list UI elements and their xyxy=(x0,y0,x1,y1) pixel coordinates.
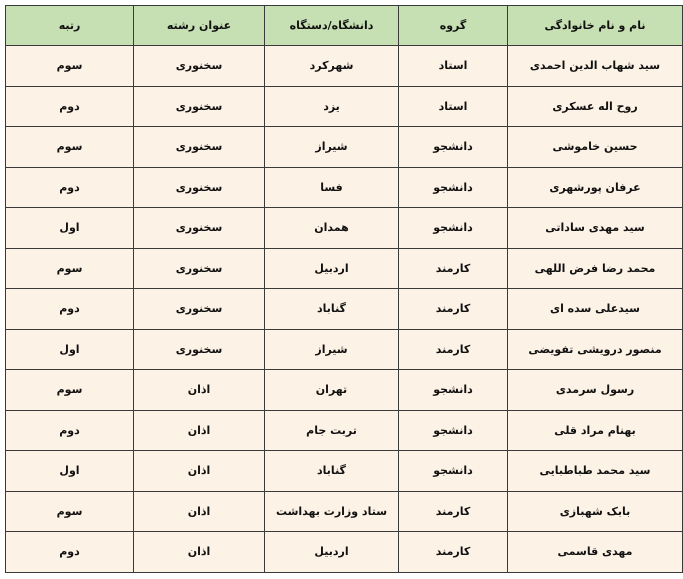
cell-field: سخنوری xyxy=(134,208,265,249)
table-row xyxy=(6,491,683,532)
table-body xyxy=(6,46,683,573)
cell-name: محمد رضا فرض اللهی xyxy=(508,248,683,289)
header-name: نام و نام خانوادگی xyxy=(508,6,683,46)
table-row xyxy=(6,329,683,370)
cell-university: گناباد xyxy=(265,289,399,330)
cell-university: یزد xyxy=(265,86,399,127)
cell-rank: اول xyxy=(6,208,134,249)
table-row xyxy=(6,86,683,127)
cell-name: عرفان پورشهری xyxy=(508,167,683,208)
cell-group: کارمند xyxy=(399,329,508,370)
table-row xyxy=(6,451,683,492)
table-header-row xyxy=(6,6,683,46)
cell-university: اردبیل xyxy=(265,532,399,573)
cell-group: دانشجو xyxy=(399,208,508,249)
cell-rank: اول xyxy=(6,451,134,492)
cell-group: دانشجو xyxy=(399,410,508,451)
header-field: عنوان رشته xyxy=(134,6,265,46)
table-row xyxy=(6,127,683,168)
cell-university: تربت جام xyxy=(265,410,399,451)
cell-rank: دوم xyxy=(6,86,134,127)
cell-rank: دوم xyxy=(6,410,134,451)
cell-group: کارمند xyxy=(399,491,508,532)
table-row xyxy=(6,289,683,330)
cell-group: دانشجو xyxy=(399,451,508,492)
cell-field: سخنوری xyxy=(134,127,265,168)
cell-group: دانشجو xyxy=(399,127,508,168)
table-row xyxy=(6,208,683,249)
cell-field: اذان xyxy=(134,410,265,451)
cell-university: فسا xyxy=(265,167,399,208)
cell-name: بابک شهبازی xyxy=(508,491,683,532)
cell-university: اردبیل xyxy=(265,248,399,289)
cell-name: منصور درویشی تفویضی xyxy=(508,329,683,370)
cell-name: مهدی قاسمی xyxy=(508,532,683,573)
cell-university: شیراز xyxy=(265,127,399,168)
cell-field: اذان xyxy=(134,451,265,492)
table-row xyxy=(6,410,683,451)
table-row xyxy=(6,370,683,411)
cell-group: کارمند xyxy=(399,248,508,289)
cell-rank: سوم xyxy=(6,248,134,289)
header-rank: رتبه xyxy=(6,6,134,46)
cell-field: سخنوری xyxy=(134,248,265,289)
cell-field: سخنوری xyxy=(134,167,265,208)
cell-rank: سوم xyxy=(6,127,134,168)
header-group: گروه xyxy=(399,6,508,46)
cell-field: اذان xyxy=(134,532,265,573)
cell-rank: دوم xyxy=(6,167,134,208)
cell-field: سخنوری xyxy=(134,329,265,370)
cell-group: کارمند xyxy=(399,532,508,573)
table-row xyxy=(6,167,683,208)
cell-rank: دوم xyxy=(6,289,134,330)
cell-field: سخنوری xyxy=(134,289,265,330)
cell-rank: سوم xyxy=(6,370,134,411)
cell-name: حسین خاموشی xyxy=(508,127,683,168)
table-row xyxy=(6,46,683,87)
cell-rank: دوم xyxy=(6,532,134,573)
cell-university: همدان xyxy=(265,208,399,249)
table-row xyxy=(6,532,683,573)
cell-group: استاد xyxy=(399,46,508,87)
cell-rank: سوم xyxy=(6,491,134,532)
results-table xyxy=(5,5,683,573)
cell-group: استاد xyxy=(399,86,508,127)
cell-name: بهنام مراد قلی xyxy=(508,410,683,451)
cell-university: شهرکرد xyxy=(265,46,399,87)
table-row xyxy=(6,248,683,289)
cell-name: سید محمد طباطبایی xyxy=(508,451,683,492)
cell-group: کارمند xyxy=(399,289,508,330)
cell-university: شیراز xyxy=(265,329,399,370)
cell-university: گناباد xyxy=(265,451,399,492)
cell-name: سید مهدی ساداتی xyxy=(508,208,683,249)
cell-field: سخنوری xyxy=(134,86,265,127)
cell-name: سید شهاب الدین احمدی xyxy=(508,46,683,87)
cell-rank: سوم xyxy=(6,46,134,87)
cell-group: دانشجو xyxy=(399,167,508,208)
cell-rank: اول xyxy=(6,329,134,370)
cell-name: سیدعلی سده ای xyxy=(508,289,683,330)
cell-field: سخنوری xyxy=(134,46,265,87)
header-university: دانشگاه/دستگاه xyxy=(265,6,399,46)
cell-field: اذان xyxy=(134,370,265,411)
results-table-container xyxy=(5,5,662,573)
cell-name: روح اله عسکری xyxy=(508,86,683,127)
cell-group: دانشجو xyxy=(399,370,508,411)
cell-field: اذان xyxy=(134,491,265,532)
cell-university: تهران xyxy=(265,370,399,411)
cell-name: رسول سرمدی xyxy=(508,370,683,411)
cell-university: ستاد وزارت بهداشت xyxy=(265,491,399,532)
